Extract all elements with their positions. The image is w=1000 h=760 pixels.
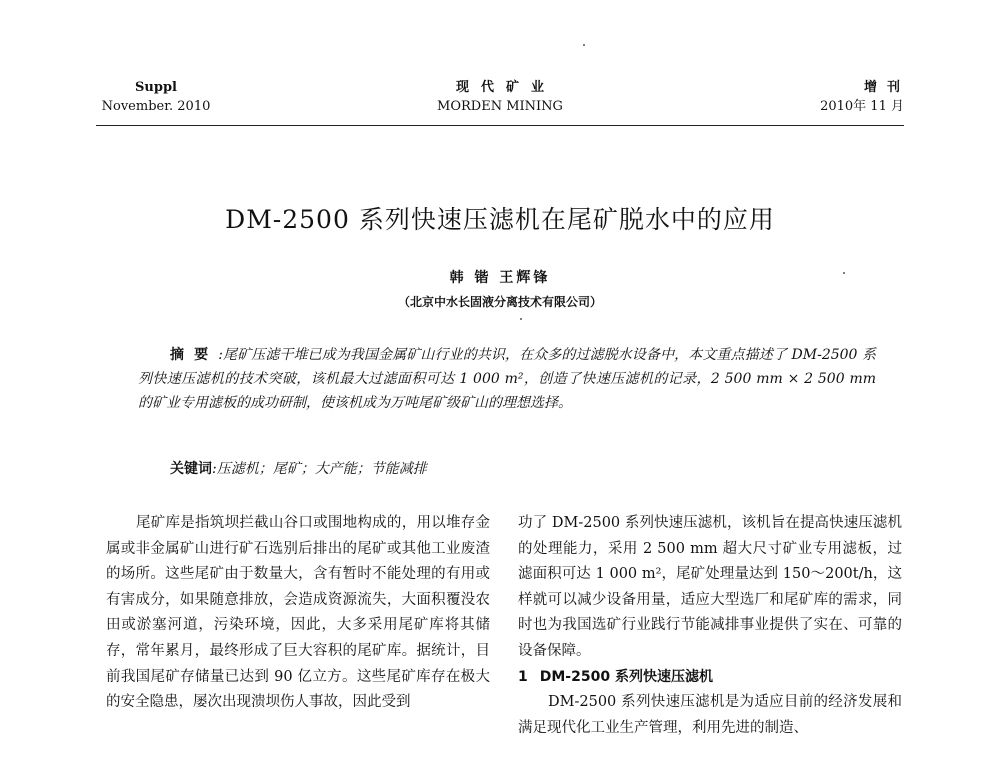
header-supplement-cn: 增刊 <box>863 80 910 95</box>
article-title: DM-2500 系列快速压滤机在尾矿脱水中的应用 <box>225 205 775 234</box>
scan-speck <box>520 318 522 320</box>
abstract-label: 摘要 <box>170 347 219 363</box>
body-column-left <box>106 511 490 716</box>
keywords-text: 压滤机；尾矿；大产能；节能减排 <box>216 461 427 477</box>
header-supplement-label: Suppl <box>135 80 177 95</box>
keywords-line <box>170 458 870 480</box>
abstract-separator: : <box>218 347 223 363</box>
article-authors: 韩 锴 王辉锋 <box>449 270 551 286</box>
scan-speck <box>583 44 585 46</box>
journal-name-cn: 现代矿业 <box>455 80 556 95</box>
header-left <box>96 78 216 116</box>
abstract-text: 尾矿压滤干堆已成为我国金属矿山行业的共识，在众多的过滤脱水设备中，本文重点描述了 DM-2500 系列快速压滤机的技术突破，该机最大过滤面积可达 1 000 m²，创造了快速压滤机的记录，2 500 mm × 2 500 mm 的矿业专用滤板的成功研制，使该机成为万吨尾矿级矿山的理想选择。 <box>138 347 876 411</box>
keywords-separator: : <box>212 461 217 477</box>
body-paragraph: DM-2500 系列快速压滤机是为适应目前的经济发展和满足现代化工业生产管理，利用先进的制造、 <box>518 694 902 736</box>
header-issue-date-cn: 2010年 11 月 <box>820 99 904 114</box>
abstract-paragraph <box>138 343 876 415</box>
journal-name-en: MORDEN MINING <box>437 99 563 114</box>
header-issue-date-en: November. 2010 <box>101 99 211 114</box>
section-number: 1 <box>518 668 528 685</box>
section-heading <box>518 665 902 691</box>
header-divider <box>96 125 904 126</box>
header-center <box>380 78 620 116</box>
body-column-right <box>518 511 902 741</box>
body-paragraph: 尾矿库是指筑坝拦截山谷口或围地构成的，用以堆存金属或非金属矿山进行矿石选别后排出的尾矿或其他工业废渣的场所。这些尾矿由于数量大，含有暂时不能处理的有用或有害成分，如果随意排放，会造成资源流失，大面积覆没农田或淤塞河道，污染环境，因此，大多采用尾矿库将其储存，常年累月，最终形成了巨大容积的尾矿库。据统计，目前我国尾矿存储量已达到 90 亿立方。这些尾矿库存在极大的安全隐患，屡次出现溃坝伤人事故，因此受到 <box>106 515 490 711</box>
body-paragraph: 功了 DM-2500 系列快速压滤机，该机旨在提高快速压滤机的处理能力，采用 2 500 mm 超大尺寸矿业专用滤板，过滤面积可达 1 000 m²，尾矿处理量达到 150～200t/h，这样就可以减少设备用量，适应大型选厂和尾矿库的需求，同时也为我国选矿行业践行节能减排事业提供了实在、可靠的设备保障。 <box>518 515 902 659</box>
keywords-label: 关键词 <box>170 461 212 477</box>
article-affiliation: （北京中水长固液分离技术有限公司） <box>397 295 602 309</box>
section-title: DM-2500 系列快速压滤机 <box>539 668 713 685</box>
header-right <box>754 78 910 116</box>
